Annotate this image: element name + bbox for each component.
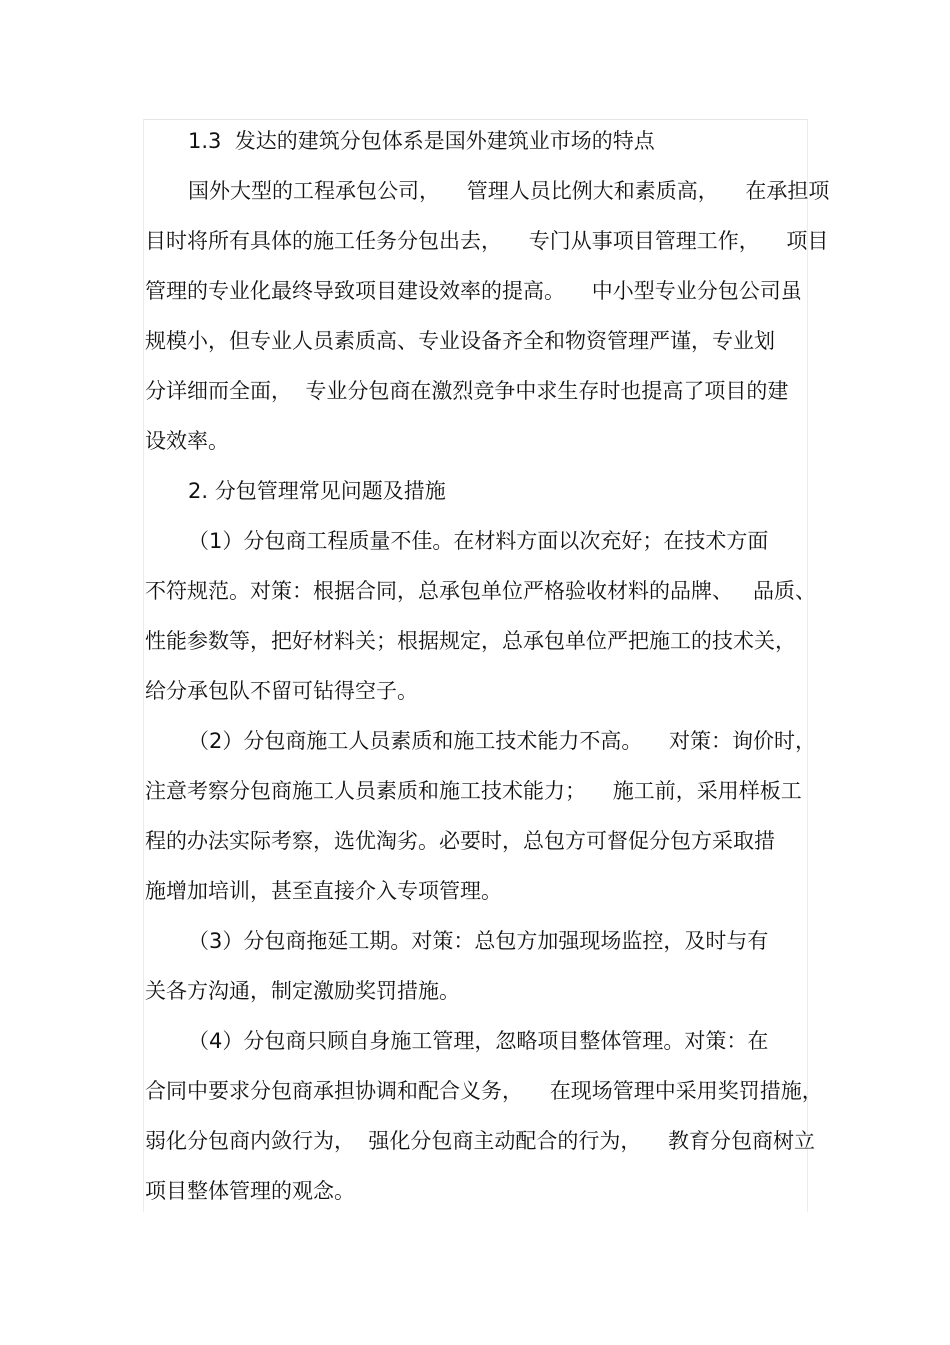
list-item-line: （3）分包商拖延工期。对策：总包方加强现场监控，及时与有 — [188, 929, 769, 953]
paragraph-line: 规模小，但专业人员素质高、专业设备齐全和物资管理严谨，专业划 — [145, 329, 775, 353]
list-item-line: 给分承包队不留可钻得空子。 — [145, 679, 418, 703]
list-item-line: 注意考察分包商施工人员素质和施工技术能力； 施工前，采用样板工 — [145, 779, 802, 803]
list-item-line: 施增加培训，甚至直接介入专项管理。 — [145, 879, 502, 903]
list-item-line: （1）分包商工程质量不佳。在材料方面以次充好；在技术方面 — [188, 529, 769, 553]
list-item-line: （2）分包商施工人员素质和施工技术能力不高。 对策：询价时， — [188, 729, 817, 753]
list-item-line: 弱化分包商内敛行为， 强化分包商主动配合的行为， 教育分包商树立 — [145, 1129, 816, 1153]
section-heading-2: 2. 分包管理常见问题及措施 — [188, 479, 446, 503]
list-item-line: 关各方沟通，制定激励奖罚措施。 — [145, 979, 460, 1003]
list-item-line: 性能参数等，把好材料关；根据规定，总承包单位严把施工的技术关， — [145, 629, 796, 653]
list-item-line: （4）分包商只顾自身施工管理，忽略项目整体管理。对策：在 — [188, 1029, 769, 1053]
paragraph-line: 管理的专业化最终导致项目建设效率的提高。 中小型专业分包公司虽 — [145, 279, 802, 303]
section-heading-1-3: 1.3 发达的建筑分包体系是国外建筑业市场的特点 — [188, 129, 655, 153]
list-item-line: 项目整体管理的观念。 — [145, 1179, 355, 1203]
paragraph-line: 分详细而全面， 专业分包商在激烈竞争中求生存时也提高了项目的建 — [145, 379, 789, 403]
paragraph-line: 目时将所有具体的施工任务分包出去， 专门从事项目管理工作， 项目 — [145, 229, 829, 253]
paragraph-line: 国外大型的工程承包公司， 管理人员比例大和素质高， 在承担项 — [188, 179, 830, 203]
list-item-line: 合同中要求分包商承担协调和配合义务， 在现场管理中采用奖罚措施， — [145, 1079, 823, 1103]
list-item-line: 程的办法实际考察，选优淘劣。必要时，总包方可督促分包方采取措 — [145, 829, 775, 853]
paragraph-line: 设效率。 — [145, 429, 229, 453]
list-item-line: 不符规范。对策：根据合同，总承包单位严格验收材料的品牌、 品质、 — [145, 579, 817, 603]
